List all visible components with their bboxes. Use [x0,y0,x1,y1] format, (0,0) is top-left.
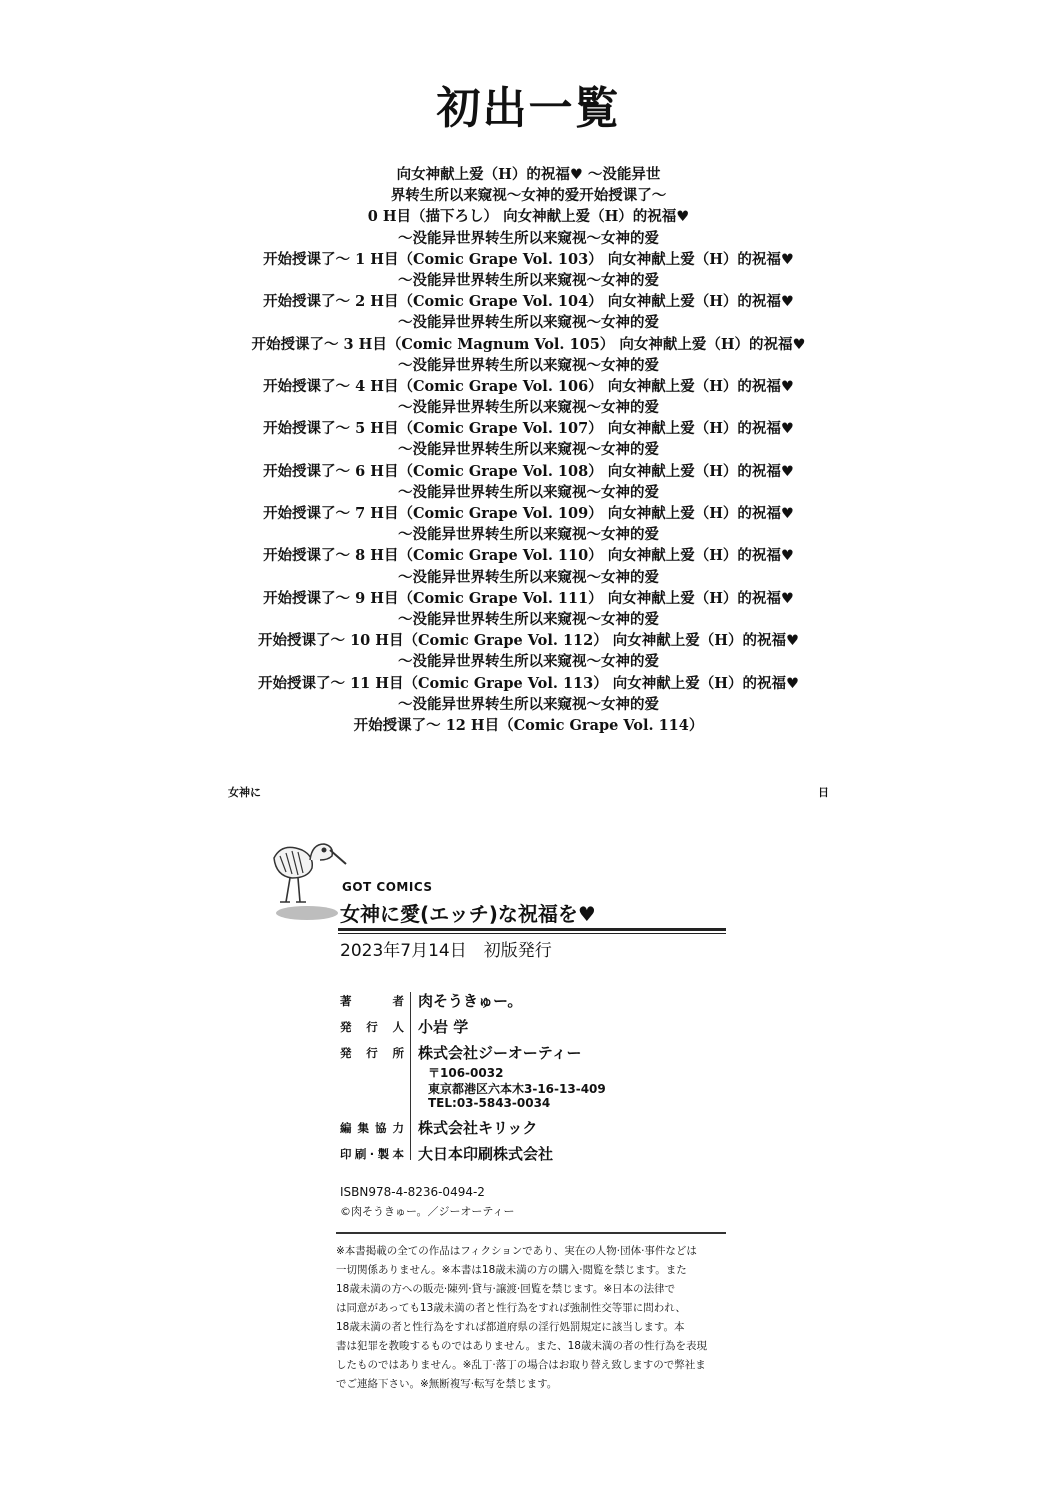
first-appearance-line: 开始授课了～ 3 H目（Comic Magnum Vol. 105） 向女神献上爱（H）的祝福♥ [251,335,806,353]
first-appearance-line: 开始授课了～ 11 H目（Comic Grape Vol. 113） 向女神献上爱（H）的祝福♥ [258,674,799,692]
address-postal: 〒106-0032 [428,1066,504,1080]
first-appearance-line: 开始授课了～ 6 H目（Comic Grape Vol. 108） 向女神献上爱（H）的祝福♥ [263,462,794,480]
staff-key: 印刷·製本 [340,1147,404,1161]
address-tel: TEL:03-5843-0034 [428,1096,551,1110]
first-appearance-line: 0 H目（描下ろし） 向女神献上爱（H）的祝福♥ [367,208,690,226]
title-rule [338,928,726,931]
first-appearance-line: ～没能异世界转生所以来窥视～女神的爱 [398,610,659,628]
staff-value: 株式会社キリック [418,1119,538,1137]
first-appearance-line: 开始授课了～ 12 H目（Comic Grape Vol. 114） [353,716,704,734]
cut-fragment-left: 女神に [228,786,261,799]
first-appearance-line: 向女神献上爱（H）的祝福♥ ～没能异世 [396,166,661,183]
first-appearance-line: ～没能异世界转生所以来窥视～女神的爱 [398,229,659,247]
staff-value: 小岩 学 [418,1018,469,1036]
staff-divider [410,992,411,1160]
notice-line: したものではありません。※乱丁·落丁の場合はお取り替え致しますので弊社ま [336,1359,706,1371]
publication-date: 2023年7月14日 初版発行 [340,941,552,961]
isbn: ISBN978-4-8236-0494-2 [340,1185,485,1199]
first-appearance-line: ～没能异世界转生所以来窥视～女神的爱 [398,568,659,586]
first-appearance-line: ～没能异世界转生所以来窥视～女神的爱 [398,653,659,671]
logo-shadow [276,906,338,920]
page-title: 初出一覧 [436,83,621,134]
first-appearance-line: ～没能异世界转生所以来窥视～女神的爱 [398,483,659,501]
first-appearance-line: 开始授课了～ 8 H目（Comic Grape Vol. 110） 向女神献上爱（H）的祝福♥ [263,547,794,565]
copyright: ©肉そうきゅー。／ジーオーティー [340,1205,515,1218]
first-appearance-list [0,164,1057,736]
staff-key: 編集協力 [340,1121,404,1135]
notice-line: 書は犯罪を教唆するものではありません。また、18歳未満の者の性行為を表現 [336,1340,707,1352]
staff-key: 著者 [340,994,404,1008]
staff-value: 株式会社ジーオーティー [418,1044,582,1062]
first-appearance-line: ～没能异世界转生所以来窥视～女神的爱 [398,399,659,417]
book-title: 女神に愛(エッチ)な祝福を♥ [340,902,596,926]
notice-line: 一切関係ありません。※本書は18歳未満の方の購入·閲覧を禁じます。また [336,1264,687,1276]
series-label: GOT COMICS [342,880,433,894]
address-street: 東京都港区六本木3-16-13-409 [428,1082,606,1096]
first-appearance-line: ～没能异世界转生所以来窥视～女神的爱 [398,271,659,289]
cut-fragment-right: 日 [818,786,829,799]
notice-line: は同意があっても13歳未満の者と性行為をすれば強制性交等罪に問われ、 [336,1302,686,1314]
notice-line: 18歳未満の者と性行為をすれば都道府県の淫行処罰規定に該当します。本 [336,1321,685,1333]
first-appearance-line: 开始授课了～ 9 H目（Comic Grape Vol. 111） 向女神献上爱（H）的祝福♥ [263,589,794,607]
first-appearance-line: 开始授课了～ 5 H目（Comic Grape Vol. 107） 向女神献上爱（H）的祝福♥ [263,420,794,438]
first-appearance-line: 开始授课了～ 4 H目（Comic Grape Vol. 106） 向女神献上爱（H）的祝福♥ [263,377,794,395]
first-appearance-line: 开始授课了～ 10 H目（Comic Grape Vol. 112） 向女神献上爱（H）的祝福♥ [258,632,799,650]
first-appearance-line: 开始授课了～ 2 H目（Comic Grape Vol. 104） 向女神献上爱（H）的祝福♥ [263,293,794,311]
first-appearance-line: 开始授课了～ 1 H目（Comic Grape Vol. 103） 向女神献上爱（H）的祝福♥ [263,250,794,268]
staff-key: 発行人 [340,1020,404,1034]
staff-key: 発行所 [340,1046,404,1060]
first-appearance-line: ～没能异世界转生所以来窥视～女神的爱 [398,441,659,459]
first-appearance-line: ～没能异世界转生所以来窥视～女神的爱 [398,356,659,374]
notice-line: でご連絡下さい。※無断複写·転写を禁じます。 [336,1378,558,1390]
notice-line: ※本書掲載の全ての作品はフィクションであり、実在の人物·団体·事件などは [336,1245,697,1257]
staff-value: 肉そうきゅー。 [418,992,523,1010]
legal-notice [336,1242,730,1394]
title-rule-thin [338,933,726,934]
first-appearance-line: ～没能异世界转生所以来窥视～女神的爱 [398,695,659,713]
first-appearance-line: ～没能异世界转生所以来窥视～女神的爱 [398,526,659,544]
staff-value: 大日本印刷株式会社 [418,1145,554,1163]
bird-mascot-icon [268,836,348,908]
notice-rule [336,1232,726,1234]
first-appearance-line: 开始授课了～ 7 H目（Comic Grape Vol. 109） 向女神献上爱（H）的祝福♥ [263,505,794,522]
notice-line: 18歳未満の方への販売·陳列·貸与·譲渡·回覧を禁じます。※日本の法律で [336,1283,676,1295]
first-appearance-line: 界转生所以来窥视～女神的爱开始授课了～ [390,187,667,205]
first-appearance-line: ～没能异世界转生所以来窥视～女神的爱 [398,314,659,332]
